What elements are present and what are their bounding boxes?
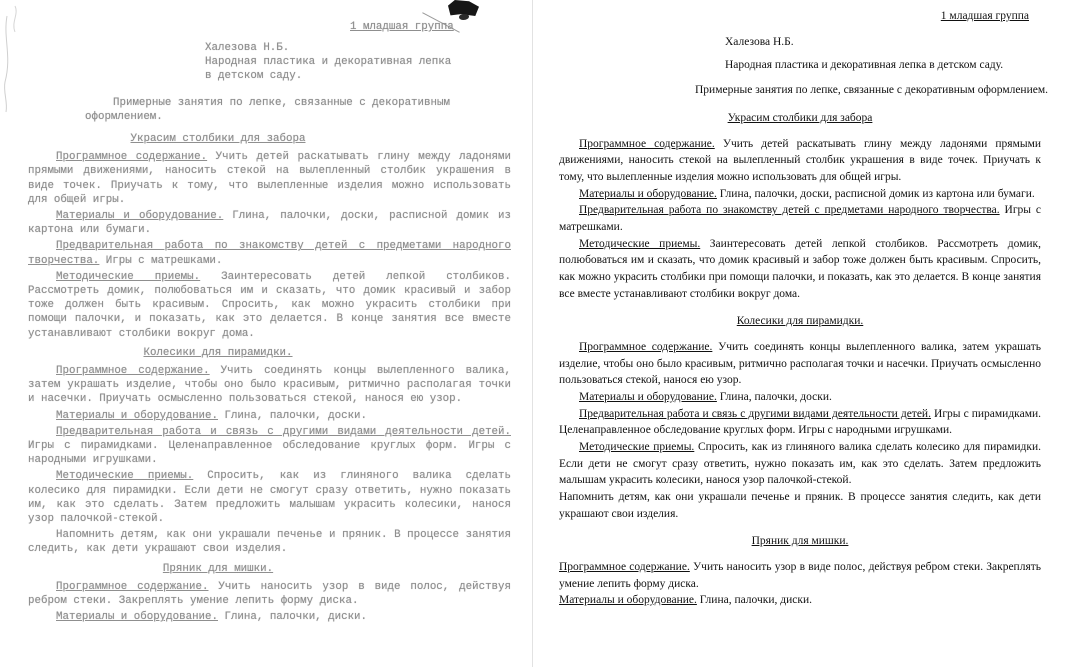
paragraph-lead: Предварительная работа и связь с другими видами деятельности детей.: [56, 425, 511, 438]
paragraph-lead: Программное содержание.: [56, 580, 209, 593]
paragraph-text: Учить наносить узор в виде полос, действуя ребром стеки. Закреплять умение лепить форму диска.: [28, 580, 511, 608]
paragraph: [559, 339, 1041, 389]
doc-subtitle: Примерные занятия по лепке, связанные с декоративным оформлением.: [85, 97, 450, 124]
typed-page: [533, 0, 1067, 667]
paragraph-text: Глина, палочки, доски.: [224, 409, 368, 422]
paragraph: [28, 239, 511, 267]
paragraph: [559, 186, 1041, 203]
paragraph: [28, 425, 511, 468]
section-heading: Колесики для пирамидки.: [736, 315, 864, 328]
paragraph-text: Заинтересовать детей лепкой столбиков. Рассмотреть домик, полюбоваться им и сказать, что домик красивый и забор тоже должен быть красивым. Спросить, как можно украсить столбики при помощи палочки, и показать, как это делается. В конце занятия все вместе устанавливают столбики вокруг дома.: [559, 237, 1041, 300]
scanned-sections: [28, 127, 511, 627]
paragraph-lead: Программное содержание.: [56, 151, 208, 164]
paragraph-text: Учить соединять концы вылепленного валика, затем украшать изделие, чтобы оно было красивым, ритмично располагая точки и насечки. Приучать осмысленно пользоваться стекой, нанося ею узор.: [28, 365, 511, 406]
paragraph-lead: Методические приемы.: [579, 441, 695, 454]
paragraph: [559, 202, 1041, 235]
paragraph-lead: Материалы и оборудование.: [579, 187, 717, 200]
doc-subtitle: Примерные занятия по лепке, связанные с декоративным оформлением.: [695, 84, 1049, 97]
paragraph-text: Заинтересовать детей лепкой столбиков. Рассмотреть домик, полюбоваться им и сказать, что домик красивый и забор тоже должен быть красивым. Спросить, как можно украсить столбики при помощи палочки, и показать, как это делается. В конце занятия все вместе устанавливают столбики вокруг дома.: [28, 270, 511, 340]
paragraph: [559, 592, 1041, 609]
scanned-ink-layer: [0, 0, 532, 667]
paragraph-text: Учить детей раскатывать глину между ладонями прямыми движениями, наносить стекой на вылепленный столбик украшения в виде точек. Приучать к тому, что вылепленные изделия можно использовать для общей игры.: [28, 151, 511, 206]
paragraph: [28, 150, 511, 207]
section-heading: Украсим столбики для забора: [130, 133, 306, 145]
paragraph: [559, 236, 1041, 303]
paragraph-lead: Методические приемы.: [56, 470, 194, 483]
paragraph-lead: Методические приемы.: [56, 270, 201, 283]
paragraph: [28, 528, 511, 556]
section-heading: Колесики для пирамидки.: [143, 346, 293, 359]
paragraph-text: Глина, палочки, доски, расписной домик из картона или бумаги.: [28, 210, 511, 237]
paragraph-text: Напомнить детям, как они украшали печенье и пряник. В процессе занятия следить, как дети украшают свои изделия.: [28, 529, 511, 556]
paragraph: [28, 580, 511, 608]
paragraph-text: Спросить, как из глиняного валика сделать колесико для пирамидки. Если дети не смогут сразу ответить, нужно показать им, как это сделать. Затем предложить малышам украсить колесики, нанося узор палочкой-стекой.: [28, 470, 511, 526]
paragraph: [559, 136, 1041, 186]
paragraph-text: Игры с матрешками.: [559, 204, 1042, 234]
paragraph: [28, 610, 511, 624]
paragraph-lead: Материалы и оборудование.: [559, 594, 697, 607]
paragraph-lead: Программное содержание.: [559, 561, 690, 574]
paragraph-text: Игры с пирамидками. Целенаправленное обследование круглых форм. Игры с народными игрушками.: [28, 440, 511, 467]
paragraph-text: Игры с пирамидками. Целенаправленное обследование круглых форм. Игры с народными игрушками.: [559, 407, 1041, 437]
paragraph-lead: Программное содержание.: [56, 365, 210, 378]
paragraph-text: Учить наносить узор в виде полос, действуя ребром стеки. Закреплять умение лепить форму диска.: [559, 561, 1042, 590]
author: Халезова Н.Б.: [725, 36, 794, 48]
paragraph-lead: Материалы и оборудование.: [56, 611, 218, 624]
paragraph-lead: Материалы и оборудование.: [579, 391, 717, 404]
doc-title: Народная пластика и декоративная лепка в детском саду.: [725, 58, 1004, 71]
page-label: 1 младшая группа: [940, 10, 1029, 22]
paragraph: [28, 364, 511, 407]
paragraph: [559, 559, 1041, 592]
paragraph: [559, 406, 1041, 439]
paragraph: [28, 270, 511, 341]
paragraph: [559, 439, 1041, 489]
paragraph-text: Учить детей раскатывать глину между ладонями прямыми движениями, наносить стекой на вылепленный столбик украшения в виде точек. Приучать к тому, что вылепленные изделия можно использовать для общей игры.: [559, 137, 1042, 184]
paragraph-lead: Методические приемы.: [579, 237, 701, 250]
paragraph-lead: Программное содержание.: [579, 341, 713, 354]
paragraph: [28, 209, 511, 237]
doc-title: Народная пластика и декоративная лепка в детском саду.: [205, 56, 452, 83]
paragraph-text: Напомнить детям, как они украшали печенье и пряник. В процессе занятия следить, как дети украшают свои изделия.: [559, 491, 1041, 520]
page-label: 1 младшая группа: [350, 21, 454, 33]
paragraph: [559, 389, 1041, 406]
paragraph-text: Глина, палочки, диски.: [699, 594, 813, 607]
paragraph: [559, 489, 1041, 522]
paragraph-text: Игры с матрешками.: [105, 254, 223, 267]
paragraph-lead: Предварительная работа и связь с другими видами деятельности детей.: [579, 407, 931, 420]
section-heading: Украсим столбики для забора: [727, 112, 873, 125]
paragraph: [28, 469, 511, 526]
section-heading: Пряник для мишки.: [162, 562, 274, 575]
scanned-page: [0, 0, 533, 667]
paragraph-text: Глина, палочки, доски.: [719, 391, 832, 404]
paragraph-text: Спросить, как из глиняного валика сделать колесико для пирамидки. Если дети не смогут сразу ответить, нужно показать им, как это сделать. Затем предложить малышам украсить колесики, нанося узор палочкой-стекой.: [559, 441, 1041, 487]
paragraph-lead: Предварительная работа по знакомству детей с предметами народного творчества.: [28, 240, 511, 267]
paragraph-lead: Материалы и оборудование.: [56, 409, 218, 422]
section-heading: Пряник для мишки.: [751, 535, 849, 548]
paragraph-text: Глина, палочки, диски.: [224, 611, 368, 624]
paragraph-text: Учить соединять концы вылепленного валика, затем украшать изделие, чтобы оно было красивым, ритмично располагая точки и насечки. Приучать осмысленно пользоваться стекой, нанося ею узор.: [559, 341, 1041, 387]
paragraph-text: Глина, палочки, доски, расписной домик из картона или бумаги.: [719, 187, 1035, 200]
paragraph: [28, 409, 511, 423]
typed-sections: [559, 110, 1041, 609]
paragraph-lead: Программное содержание.: [579, 137, 715, 150]
author: Халезова Н.Б.: [205, 42, 290, 54]
paragraph-lead: Предварительная работа по знакомству детей с предметами народного творчества.: [579, 204, 1000, 217]
paragraph-lead: Материалы и оборудование.: [56, 210, 224, 223]
